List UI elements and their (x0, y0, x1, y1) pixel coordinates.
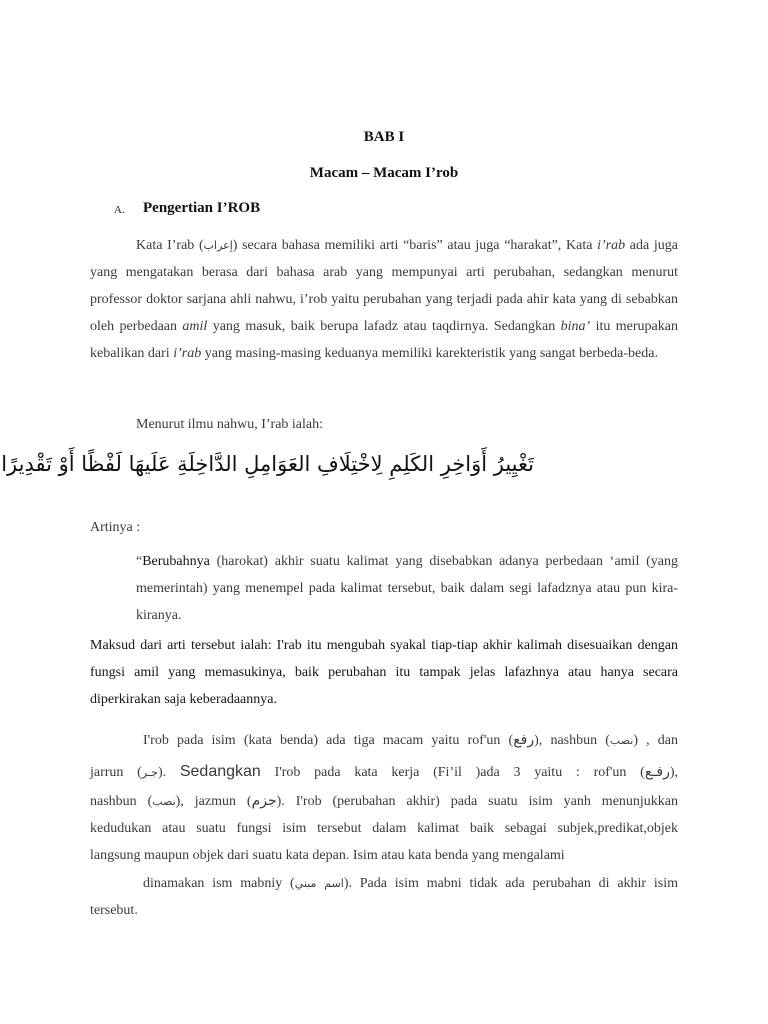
text-run: dinamakan ism mabniy ( (143, 876, 295, 891)
paragraph-definition (90, 232, 678, 367)
text-run: yang masing-masing keduanya memiliki karekteristik yang sangat berbeda-beda. (201, 346, 658, 361)
irob-line-2 (90, 758, 678, 786)
meaning-lead-word: Berubahnya (142, 554, 210, 569)
text-run: ), jazmun ( (175, 794, 252, 809)
text-run: ). I'rob (perubahan akhir) pada suatu isim yanh menunjukkan (276, 794, 679, 809)
text-run: ) secara bahasa memiliki arti “baris” atau juga “harakat”, Kata (232, 238, 598, 253)
arabic-definition: تَغْيِيرُ أَوَاخِرِ الكَلِمِ لِاخْتِلَافِ العَوَامِلِ الدَّاخِلَةِ عَلَيهَا لَفْظًا أَوْ تَقْدِيرًا (1, 452, 534, 476)
text-run: Kata I’rab ( (136, 238, 204, 253)
irob-line-4: kedudukan atau suatu fungsi isim tersebut dalam kalimat baik sebagai subjek,predikat,objek (90, 821, 678, 836)
text-run: ), (669, 765, 679, 780)
text-run: yang masuk, baik berupa lafadz atau taqdirnya. Sedangkan (207, 319, 561, 334)
meaning-quote (136, 548, 678, 629)
arabic-inline: نصب (152, 795, 176, 808)
irob-line-3 (90, 788, 678, 815)
italic-term: amil (182, 319, 208, 334)
irob-line-1 (143, 727, 678, 754)
arabic-inline: رفع (513, 732, 535, 748)
paragraph-intro: Menurut ilmu nahwu, I’rab ialah: (136, 417, 324, 432)
text-run: I'rob pada kata kerja (Fi’il )ada 3 yaitu : rof'un ( (260, 765, 645, 780)
text-run: ) , dan (633, 733, 678, 748)
arabic-inline: رفـع (644, 764, 670, 780)
text-run: nashbun ( (90, 794, 153, 809)
text-run: Sedangkan (179, 763, 261, 780)
italic-term: i’rab (597, 238, 626, 253)
arabic-inline: جزم (251, 793, 277, 809)
text-run: (harokat) akhir suatu kalimat yang disebabkan adanya perbedaan ‘amil (yang memerintah) yang menempel pada kalimat tersebut, baik dalam segi lafadznya atau pun kira-kiranya. (136, 554, 678, 623)
text-run: ). Pada isim mabni tidak ada perubahan di akhir isim (343, 876, 679, 891)
arabic-inline: إعراب (203, 239, 233, 252)
italic-term: i’rab (173, 346, 202, 361)
irob-line-7: tersebut. (90, 903, 138, 918)
arabic-inline: نصب (609, 734, 634, 747)
text-run: jarrun ( (90, 765, 142, 780)
irob-line-5: langsung maupun objek dari suatu kata depan. Isim atau kata benda yang mengalami (90, 848, 565, 863)
document-title: Macam – Macam I’rob (309, 165, 459, 181)
text-run: ), nashbun ( (534, 733, 610, 748)
irob-line-6 (143, 870, 678, 897)
text-run: itu merupakan kebalikan dari (90, 319, 678, 361)
chapter-title: BAB I (363, 129, 405, 145)
italic-term: bina’ (560, 319, 591, 334)
text-run: ada juga yang mengatakan berasa dari bahasa arab yang mempunyai arti perubahan, sedangkan menurut professor doktor sarjana ahli nahwu, i’rob yaitu perubahan yang terjadi pada ahir kata yang di sebabkan oleh perbedaan (90, 238, 678, 334)
artinya-label: Artinya : (90, 520, 141, 535)
quote-mark: “ (136, 554, 143, 569)
section-heading: Pengertian I’ROB (143, 200, 261, 216)
section-letter: A. (114, 204, 125, 216)
paragraph-explanation: Maksud dari arti tersebut ialah: I'rab itu mengubah syakal tiap-tiap akhir kalimah disesuaikan dengan fungsi amil yang memasukinya, baik perubahan itu tampak jelas lafazhnya atau hanya secara diperkirakan saja keberadaannya. (90, 638, 678, 707)
text-run: I'rob pada isim (kata benda) ada tiga macam yaitu rof'un ( (143, 733, 514, 748)
arabic-inline: اسم مبني (294, 877, 344, 890)
arabic-inline: جـر (141, 766, 158, 779)
text-run: ). (157, 765, 167, 780)
